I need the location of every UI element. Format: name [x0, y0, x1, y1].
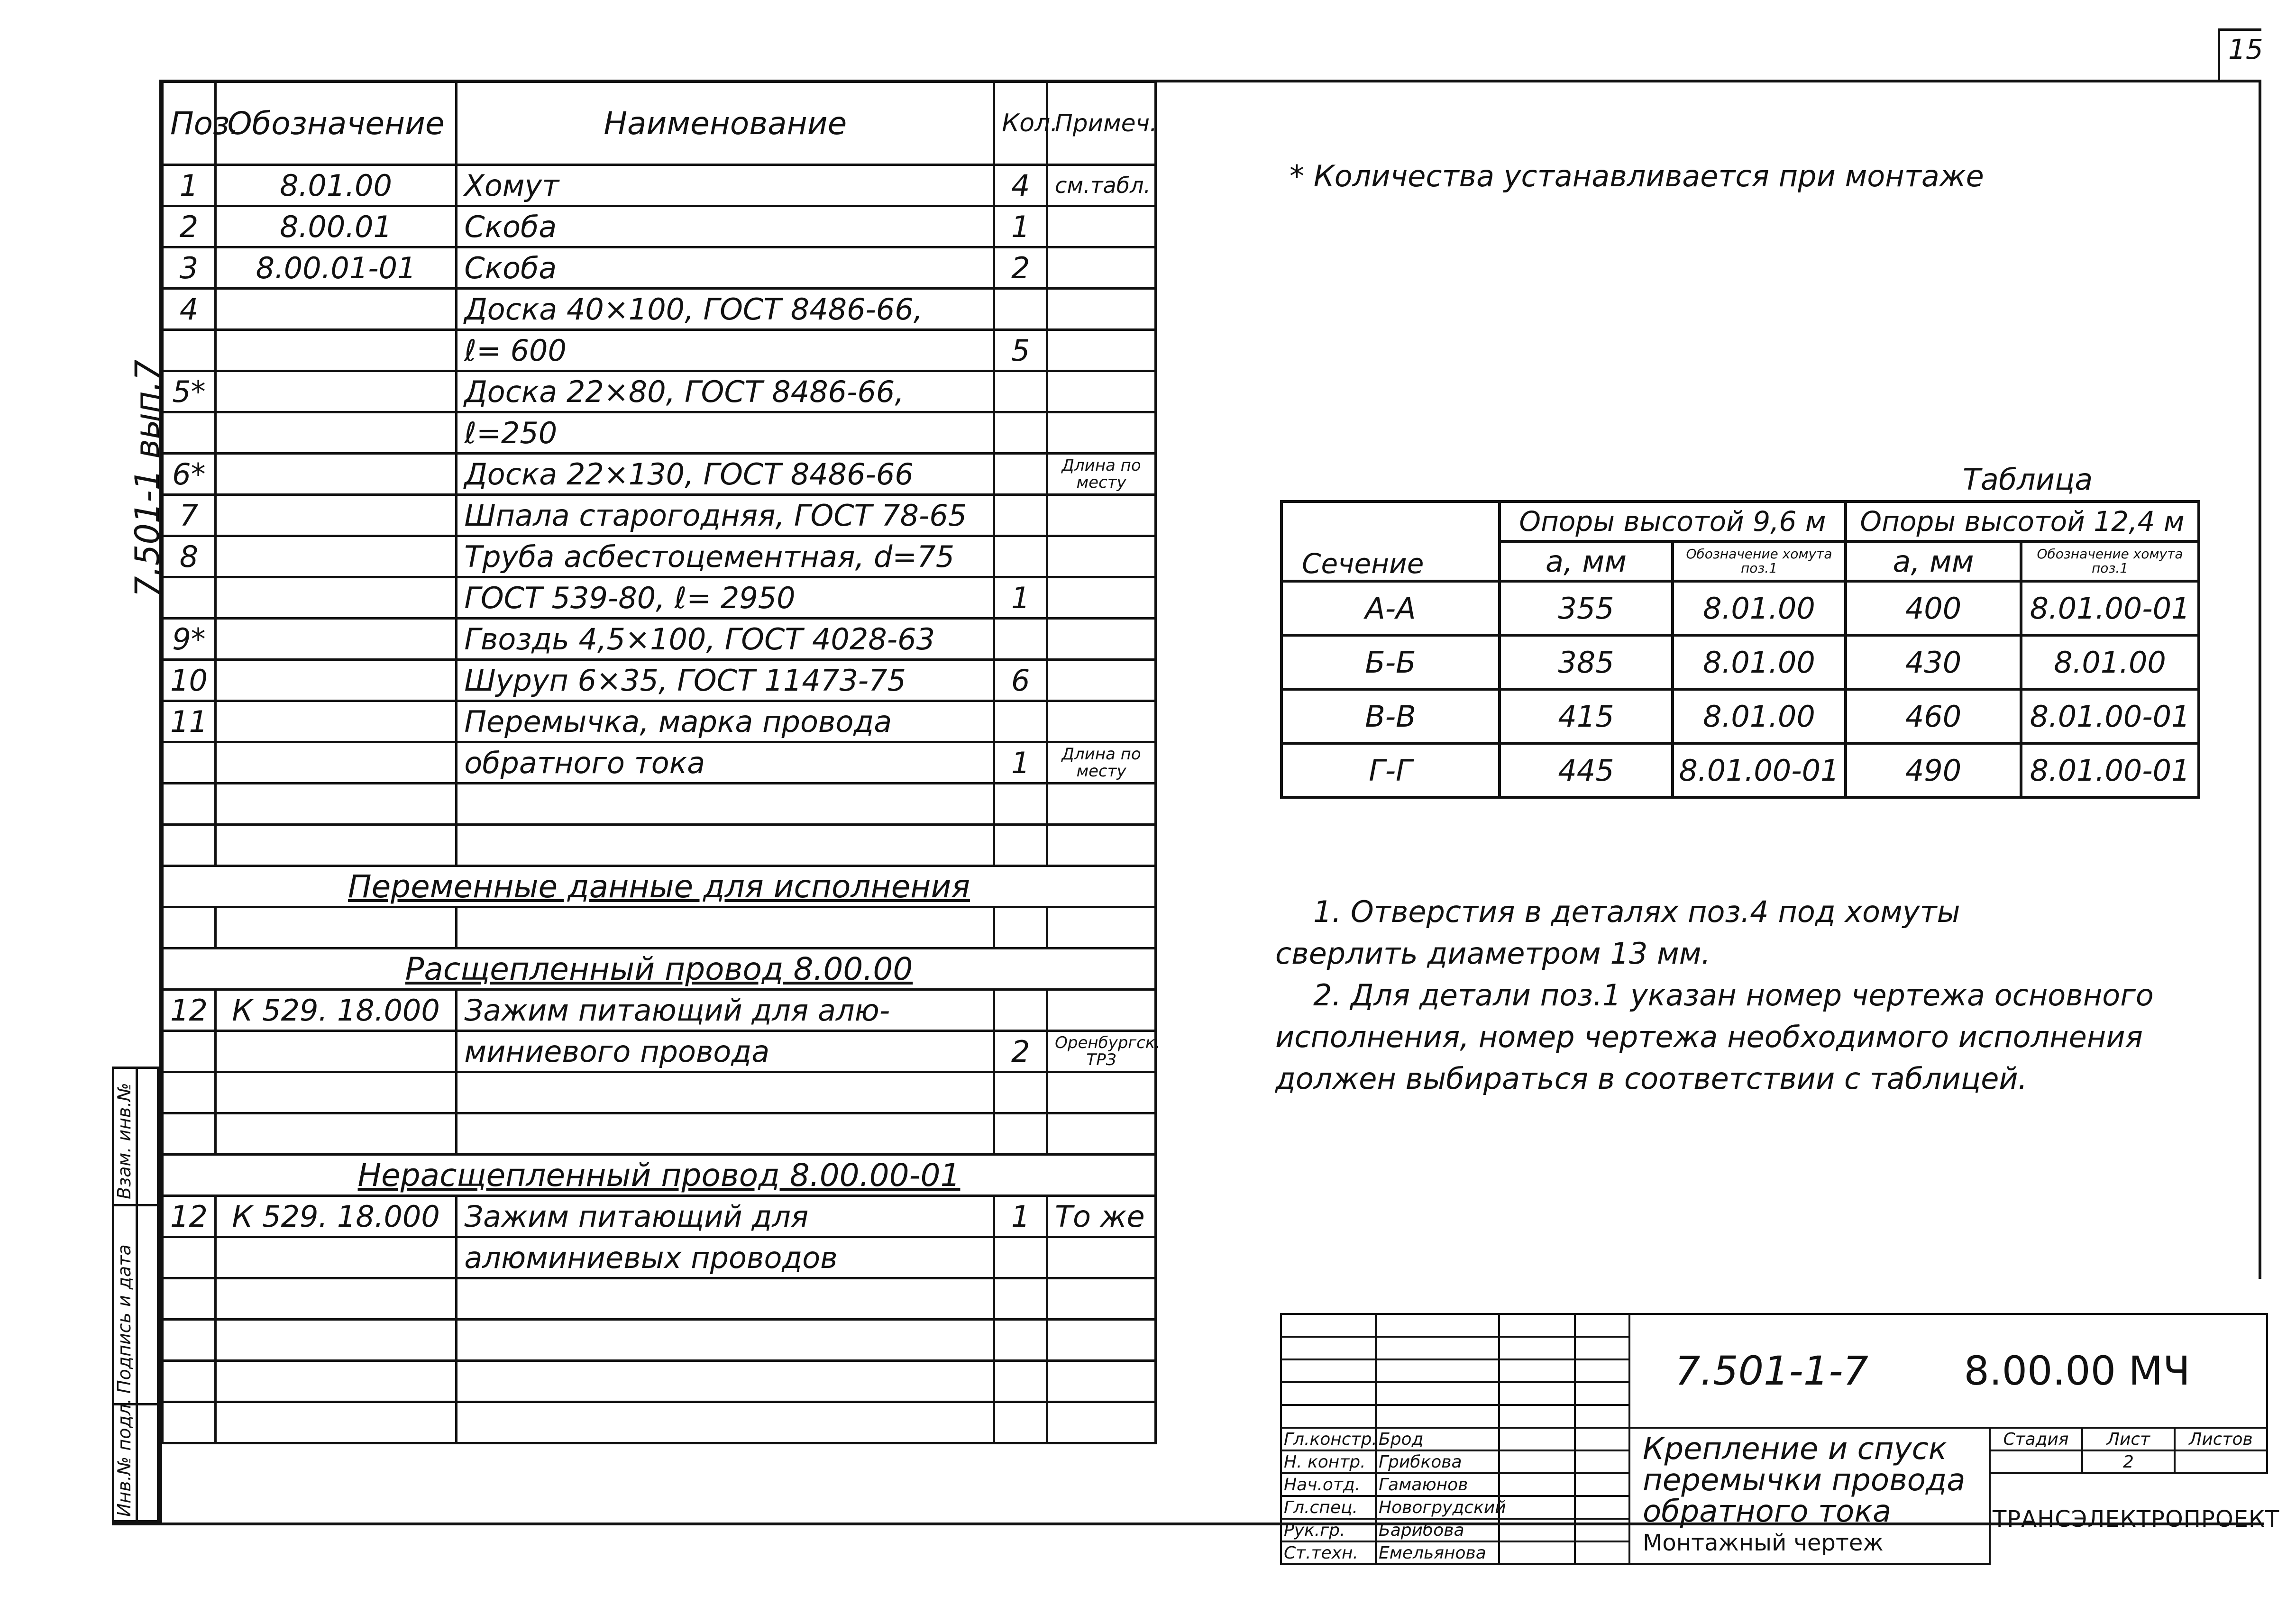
cell-c1: 8.01.00-01 — [1673, 743, 1846, 797]
doc-code: 7.501-1-7 — [1675, 1348, 1868, 1394]
table-row — [163, 206, 1156, 247]
cell-note — [1047, 495, 1156, 536]
cell-designation — [215, 412, 456, 454]
table-row — [163, 701, 1156, 742]
cell-a2: 430 — [1846, 635, 2021, 689]
tb-name: Брод — [1376, 1428, 1499, 1450]
cell-name: алюминиевых проводов — [457, 1237, 994, 1278]
section-title-split: Расщепленный провод 8.00.00 — [405, 950, 913, 987]
cell-note — [1047, 412, 1156, 454]
cell-note: Длина по месту — [1047, 742, 1156, 784]
cell-note — [1047, 577, 1156, 619]
cell-designation: К 529. 18.000 — [215, 1196, 456, 1237]
cell-c1: 8.01.00 — [1673, 635, 1846, 689]
table-row — [163, 454, 1156, 495]
cell-designation — [215, 619, 456, 660]
cell-section: Б-Б — [1281, 635, 1500, 689]
cell-qty — [994, 495, 1047, 536]
table-row — [1281, 635, 2199, 689]
cell-c2: 8.01.00-01 — [2021, 743, 2199, 797]
cell-note — [1047, 1237, 1156, 1278]
cell-name: Зажим питающий для — [457, 1196, 994, 1237]
cell-a2: 490 — [1846, 743, 2021, 797]
note-2b: исполнения, номер чертежа необходимого исполнения — [1275, 1020, 2143, 1054]
cell-note — [1047, 206, 1156, 247]
tb-role: Ст.техн. — [1281, 1541, 1376, 1564]
cell-designation — [215, 742, 456, 784]
sheet-number: 15 — [2228, 33, 2263, 65]
section-title-unsplit: Нерасщепленный провод 8.00.00-01 — [357, 1157, 960, 1194]
margin-label-replace: Взам. инв.№ — [114, 1083, 135, 1199]
cell-a2: 460 — [1846, 689, 2021, 743]
table2-title: Таблица — [1963, 462, 2093, 497]
table-row-empty — [163, 1320, 1156, 1361]
tb-role: Нач.отд. — [1281, 1473, 1376, 1496]
table-row — [1281, 581, 2199, 635]
table-row — [163, 247, 1156, 289]
note-1a: 1. Отверстия в деталях поз.4 под хомуты — [1313, 894, 1960, 929]
spec-header-designation: Обозначение — [215, 82, 456, 165]
title-line-2: перемычки провода — [1643, 1463, 1966, 1498]
spec-header-qty: Кол. — [994, 82, 1047, 165]
table2-col-clamp1: Обозначение хомута поз.1 — [1673, 541, 1846, 581]
cell-designation — [215, 660, 456, 701]
cell-section: А-А — [1281, 581, 1500, 635]
cell-note — [1047, 247, 1156, 289]
cell-note — [1047, 536, 1156, 577]
cell-designation — [215, 577, 456, 619]
tb-signature — [1499, 1428, 1575, 1450]
cell-note: см.табл. — [1047, 165, 1156, 206]
cell-name: ℓ=250 — [457, 412, 994, 454]
table-row-empty — [163, 1361, 1156, 1402]
cell-name: обратного тока — [457, 742, 994, 784]
tb-signature — [1499, 1496, 1575, 1519]
table2-group-row — [1281, 501, 2199, 541]
table-row — [163, 577, 1156, 619]
cell-name: Хомут — [457, 165, 994, 206]
cell-name: ℓ= 600 — [457, 330, 994, 371]
table-row-empty — [163, 1072, 1156, 1113]
table2-col-a2: а, мм — [1846, 541, 2021, 581]
cell-qty: 1 — [994, 206, 1047, 247]
cell-designation — [215, 289, 456, 330]
table-row — [1281, 743, 2199, 797]
cell-designation — [215, 330, 456, 371]
cell-c2: 8.01.00-01 — [2021, 689, 2199, 743]
cell-note — [1047, 990, 1156, 1031]
cell-qty — [994, 454, 1047, 495]
cell-name: Труба асбестоцементная, d=75 — [457, 536, 994, 577]
table2-col-section: Сечение — [1281, 501, 1500, 581]
note-2a: 2. Для детали поз.1 указан номер чертежа основного — [1313, 978, 2154, 1012]
cell-section: Г-Г — [1281, 743, 1500, 797]
table-row-empty — [163, 1113, 1156, 1155]
cell-c1: 8.01.00 — [1673, 581, 1846, 635]
cell-designation — [215, 495, 456, 536]
spec-header-row — [163, 82, 1156, 165]
tb-signature — [1499, 1473, 1575, 1496]
cell-name: Зажим питающий для алю- — [457, 990, 994, 1031]
tb-name: Емельянова — [1376, 1541, 1499, 1564]
table-row — [163, 1237, 1156, 1278]
cell-qty: 4 — [994, 165, 1047, 206]
cell-qty: 1 — [994, 742, 1047, 784]
cell-pos: 4 — [163, 289, 216, 330]
table-row-empty — [163, 825, 1156, 866]
table2-col-a1: а, мм — [1500, 541, 1673, 581]
note-2c: должен выбираться в соответствии с таблицей. — [1275, 1061, 2028, 1096]
section-row — [163, 1155, 1156, 1196]
section-row — [163, 948, 1156, 990]
table-row — [163, 1196, 1156, 1237]
table-row — [163, 165, 1156, 206]
cell-note — [1047, 289, 1156, 330]
cell-pos — [163, 330, 216, 371]
cell-qty: 6 — [994, 660, 1047, 701]
cell-qty — [994, 536, 1047, 577]
cell-name: Шуруп 6×35, ГОСТ 11473-75 — [457, 660, 994, 701]
side-label: 7.501-1 вып.7 — [128, 359, 167, 597]
title-block — [1280, 1313, 2280, 1565]
cell-pos: 5* — [163, 371, 216, 412]
tb-role: Н. контр. — [1281, 1450, 1376, 1473]
cell-designation — [215, 1031, 456, 1072]
margin-label-sign: Подпись и дата — [114, 1244, 135, 1394]
spec-header-name: Наименование — [457, 82, 994, 165]
cell-name: Скоба — [457, 247, 994, 289]
table-row — [163, 371, 1156, 412]
table-row — [163, 289, 1156, 330]
tb-name: Новогрудский — [1376, 1496, 1499, 1519]
spec-header-pos: Поз. — [163, 82, 216, 165]
sheet-value: 2 — [2082, 1450, 2175, 1473]
cell-pos: 10 — [163, 660, 216, 701]
table-row-empty — [163, 1402, 1156, 1443]
cell-a2: 400 — [1846, 581, 2021, 635]
cell-c2: 8.01.00-01 — [2021, 581, 2199, 635]
cell-designation — [215, 371, 456, 412]
cell-a1: 415 — [1500, 689, 1673, 743]
cell-note: Длина по месту — [1047, 454, 1156, 495]
tb-signature — [1499, 1519, 1575, 1541]
table-row — [163, 1031, 1156, 1072]
cell-pos: 9* — [163, 619, 216, 660]
cell-designation: 8.00.01-01 — [215, 247, 456, 289]
footnote: * Количества устанавливается при монтаже — [1290, 159, 1984, 193]
cell-name: Доска 22×130, ГОСТ 8486-66 — [457, 454, 994, 495]
tb-signature — [1499, 1541, 1575, 1564]
table-row — [163, 619, 1156, 660]
cell-qty: 1 — [994, 577, 1047, 619]
cell-note — [1047, 660, 1156, 701]
tb-name: Барибова — [1376, 1519, 1499, 1541]
cell-qty — [994, 412, 1047, 454]
cell-pos — [163, 577, 216, 619]
table2-group2: Опоры высотой 12,4 м — [1846, 501, 2199, 541]
margin-label-inv: Инв.№ подл. — [114, 1398, 135, 1517]
table-row — [163, 330, 1156, 371]
cell-note — [1047, 371, 1156, 412]
section-title-variable: Переменные данные для исполнения — [348, 868, 970, 905]
cell-note: Оренбургск. ТРЗ — [1047, 1031, 1156, 1072]
table-row — [163, 990, 1156, 1031]
table2-col-clamp2: Обозначение хомута поз.1 — [2021, 541, 2199, 581]
spec-header-note: Примеч. — [1047, 82, 1156, 165]
cell-name: ГОСТ 539-80, ℓ= 2950 — [457, 577, 994, 619]
cell-qty — [994, 289, 1047, 330]
cell-pos: 6* — [163, 454, 216, 495]
cell-pos: 12 — [163, 990, 216, 1031]
margin-stamp-sep1 — [112, 1204, 159, 1206]
table-row-empty — [163, 784, 1156, 825]
title-line-1: Крепление и спуск — [1643, 1432, 1947, 1467]
tb-name: Грибкова — [1376, 1450, 1499, 1473]
sheet-number-box-top — [2218, 28, 2261, 31]
cell-name: миниевого провода — [457, 1031, 994, 1072]
table-row-empty — [163, 907, 1156, 948]
tb-signature — [1499, 1450, 1575, 1473]
table-row — [163, 495, 1156, 536]
clamp-table — [1280, 500, 2200, 799]
cell-qty — [994, 371, 1047, 412]
cell-note — [1047, 701, 1156, 742]
cell-pos: 8 — [163, 536, 216, 577]
cell-pos: 12 — [163, 1196, 216, 1237]
cell-pos — [163, 1237, 216, 1278]
section-row — [163, 866, 1156, 907]
cell-pos: 1 — [163, 165, 216, 206]
cell-a1: 445 — [1500, 743, 1673, 797]
tb-name: Гамаюнов — [1376, 1473, 1499, 1496]
cell-pos: 7 — [163, 495, 216, 536]
cell-qty — [994, 701, 1047, 742]
cell-qty: 2 — [994, 247, 1047, 289]
cell-pos — [163, 412, 216, 454]
cell-c1: 8.01.00 — [1673, 689, 1846, 743]
cell-designation — [215, 454, 456, 495]
sheet-label: Лист — [2082, 1428, 2175, 1450]
table-row — [163, 742, 1156, 784]
cell-qty: 5 — [994, 330, 1047, 371]
cell-designation: К 529. 18.000 — [215, 990, 456, 1031]
tb-role: Рук.гр. — [1281, 1519, 1376, 1541]
table-row — [1281, 689, 2199, 743]
table-row — [163, 412, 1156, 454]
cell-qty — [994, 619, 1047, 660]
cell-pos: 2 — [163, 206, 216, 247]
note-1b: сверлить диаметром 13 мм. — [1275, 936, 1711, 971]
notes-block — [1275, 891, 2271, 1100]
title-block-row — [1281, 1314, 2267, 1337]
cell-qty: 2 — [994, 1031, 1047, 1072]
sheet-number-box-left — [2218, 28, 2220, 82]
sheets-value — [2175, 1450, 2267, 1473]
title-line-4: Монтажный чертеж — [1643, 1530, 1884, 1556]
tb-role: Гл.констр. — [1281, 1428, 1376, 1450]
cell-a1: 355 — [1500, 581, 1673, 635]
cell-a1: 385 — [1500, 635, 1673, 689]
cell-name: Гвоздь 4,5×100, ГОСТ 4028-63 — [457, 619, 994, 660]
margin-stamp-divider — [136, 1067, 138, 1523]
table-row — [163, 660, 1156, 701]
cell-name: Перемычка, марка провода — [457, 701, 994, 742]
drawing-code: 8.00.00 МЧ — [1964, 1348, 2190, 1394]
table-row-empty — [163, 1278, 1156, 1320]
cell-name: Доска 40×100, ГОСТ 8486-66, — [457, 289, 994, 330]
cell-designation — [215, 536, 456, 577]
tb-role: Гл.спец. — [1281, 1496, 1376, 1519]
cell-note: То же — [1047, 1196, 1156, 1237]
title-line-3: обратного тока — [1643, 1494, 1892, 1529]
cell-name: Скоба — [457, 206, 994, 247]
sheets-label: Листов — [2175, 1428, 2267, 1450]
cell-qty — [994, 990, 1047, 1031]
cell-designation — [215, 1237, 456, 1278]
table2-group1: Опоры высотой 9,6 м — [1500, 501, 1846, 541]
cell-name: Доска 22×80, ГОСТ 8486-66, — [457, 371, 994, 412]
org-name: ТРАНСЭЛЕКТРОПРОЕКТ — [1990, 1473, 2267, 1564]
title-block-person-row — [1281, 1428, 2267, 1450]
cell-pos — [163, 1031, 216, 1072]
cell-note — [1047, 619, 1156, 660]
stage-label: Стадия — [1990, 1428, 2082, 1450]
specification-table — [161, 81, 1161, 1444]
stage-value — [1990, 1450, 2082, 1473]
cell-designation: 8.00.01 — [215, 206, 456, 247]
cell-pos: 3 — [163, 247, 216, 289]
cell-section: В-В — [1281, 689, 1500, 743]
cell-qty — [994, 1237, 1047, 1278]
cell-pos: 11 — [163, 701, 216, 742]
table-row — [163, 536, 1156, 577]
cell-c2: 8.01.00 — [2021, 635, 2199, 689]
cell-name: Шпала старогодняя, ГОСТ 78-65 — [457, 495, 994, 536]
cell-pos — [163, 742, 216, 784]
cell-note — [1047, 330, 1156, 371]
cell-qty: 1 — [994, 1196, 1047, 1237]
cell-designation: 8.01.00 — [215, 165, 456, 206]
cell-designation — [215, 701, 456, 742]
